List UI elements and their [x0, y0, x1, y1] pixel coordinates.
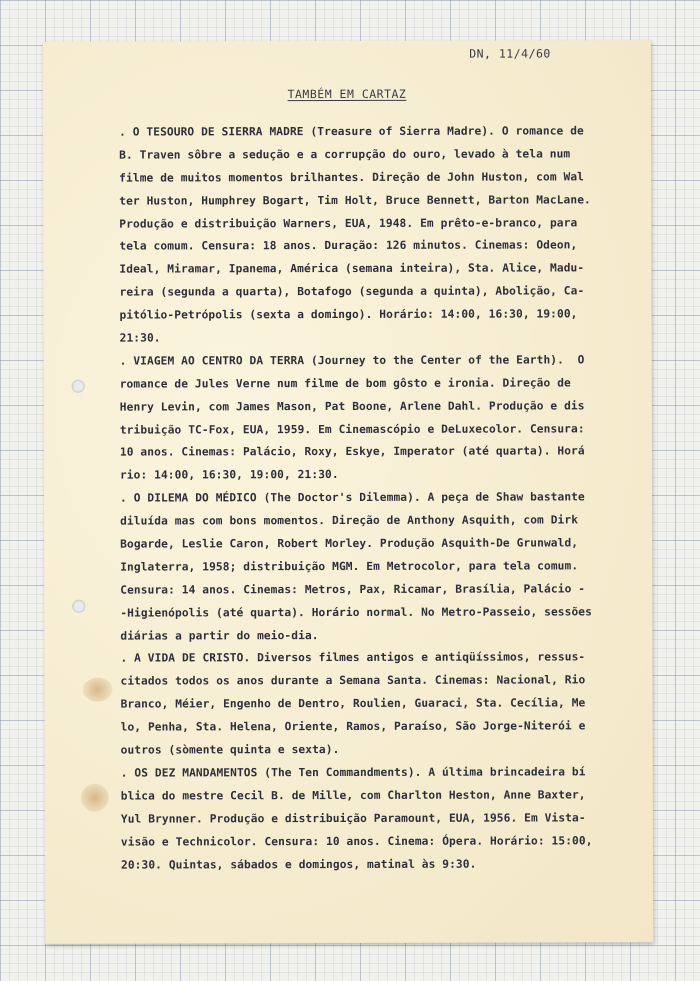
- punch-hole-bottom: [72, 600, 85, 613]
- document-title: [43, 86, 651, 102]
- text-line: 20:30. Quintas, sábados e domingos, matinal às 9:30.: [120, 857, 477, 872]
- text-line: lo, Penha, Sta. Helena, Oriente, Ramos, Paraíso, São Jorge-Niterói e: [120, 719, 586, 734]
- text-line: Branco, Méier, Engenho de Dentro, Roulien, Guaraci, Sta. Cecília, Me: [120, 696, 586, 711]
- film-entry-viagem: [120, 349, 645, 488]
- punch-hole-top: [72, 380, 85, 393]
- text-line: reira (segunda a quarta), Botafogo (segunda a quinta), Abolição, Ca-: [119, 284, 585, 299]
- text-line: rio: 14:00, 16:30, 19:00, 21:30.: [119, 468, 339, 482]
- text-line: tribuição TC-Fox, EUA, 1959. Em Cinemascópio e DeLuxecolor. Censura:: [119, 421, 585, 437]
- text-line: Censura: 14 anos. Cinemas: Metros, Pax, Ricamar, Brasília, Palácio -: [120, 582, 586, 597]
- text-line: . VIAGEM AO CENTRO DA TERRA (Journey to the Center of the Earth). O: [119, 353, 585, 368]
- text-line: B. Traven sôbre a sedução e a corrupção do ouro, levado à tela num: [119, 147, 571, 162]
- text-line: diárias a partir do meio-dia.: [120, 628, 319, 643]
- paper-stain: [82, 678, 112, 702]
- text-line: Ideal, Miramar, Ipanema, América (semana inteira), Sta. Alice, Madu-: [119, 261, 585, 276]
- text-line: . O TESOURO DE SIERRA MADRE (Treasure of Sierra Madre). O romance de: [119, 124, 584, 139]
- typewritten-page: [43, 40, 653, 944]
- text-line: pitólio-Petrópolis (sexta a domingo). Horário: 14:00, 16:30, 19:00,: [119, 307, 578, 322]
- text-line: ter Huston, Humphrey Bogart, Tim Holt, Bruce Bennett, Barton MacLane.: [119, 193, 591, 208]
- text-line: citados todos os anos durante a Semana Santa. Cinemas: Nacional, Rio: [120, 673, 586, 688]
- document-body: [119, 120, 646, 877]
- film-entry-dez-mandamentos: [121, 761, 646, 877]
- film-entry-vida-de-cristo: [120, 647, 645, 763]
- text-line: Produção e distribuição Warners, EUA, 1948. Em prêto-e-branco, para: [119, 215, 578, 231]
- film-entry-tesouro: [119, 120, 645, 350]
- text-line: blica do mestre Cecil B. de Mille, com Charlton Heston, Anne Baxter,: [120, 788, 586, 803]
- text-line: . A VIDA DE CRISTO. Diversos filmes antigos e antiqüíssimos, ressus-: [120, 650, 586, 666]
- text-line: Yul Brynner. Produção e distribuição Paramount, EUA, 1956. Em Vista-: [120, 811, 586, 826]
- film-entry-dilema: [120, 486, 645, 648]
- text-line: diluída mas com bons momentos. Direção de Anthony Asquith, com Dirk: [120, 513, 579, 528]
- paper-stain: [81, 784, 109, 812]
- text-line: 21:30.: [119, 331, 161, 345]
- text-line: outros (sòmente quinta e sexta).: [120, 743, 340, 757]
- text-line: tela comum. Censura: 18 anos. Duração: 126 minutos. Cinemas: Odeon,: [119, 238, 578, 254]
- text-line: . O DILEMA DO MÉDICO (The Doctor's Dilemma). A peça de Shaw bastante: [119, 490, 585, 505]
- document-title-text: TAMBÉM EM CARTAZ: [287, 86, 407, 102]
- text-line: 10 anos. Cinemas: Palácio, Roxy, Eskye, Imperator (até quarta). Horá: [119, 444, 585, 460]
- text-line: filme de muitos momentos brilhantes. Direção de John Huston, com Wal: [119, 170, 585, 185]
- text-line: visão e Technicolor. Censura: 10 anos. Cinema: Ópera. Horário: 15:00,: [120, 833, 593, 849]
- document-reference: DN, 11/4/60: [469, 46, 551, 61]
- text-line: -Higienópolis (até quarta). Horário normal. No Metro-Passeio, sessões: [120, 605, 592, 620]
- text-line: Bogarde, Leslie Caron, Robert Morley. Produção Asquith-De Grunwald,: [120, 536, 579, 551]
- text-line: . OS DEZ MANDAMENTOS (The Ten Commandments). A última brincadeira bí: [120, 765, 586, 780]
- text-line: romance de Jules Verne num filme de bom gôsto e ironia. Direção de: [119, 376, 571, 391]
- text-line: Henry Levin, com James Mason, Pat Boone, Arlene Dahl. Produção e dis: [119, 399, 585, 414]
- text-line: Inglaterra, 1958; distribuição MGM. Em Metrocolor, para tela comum.: [120, 559, 579, 574]
